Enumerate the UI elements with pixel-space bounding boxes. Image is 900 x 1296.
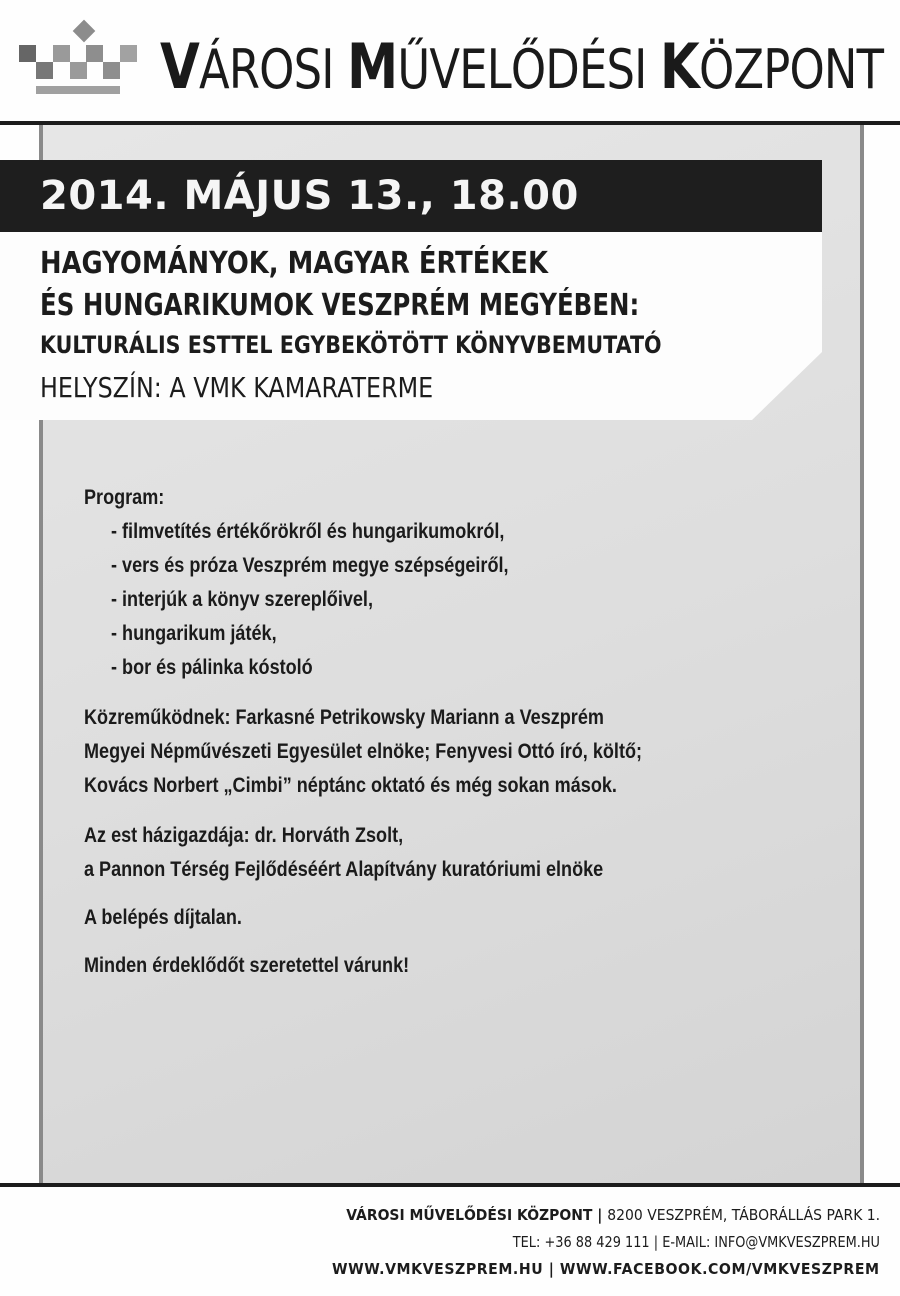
- welcome-note: Minden érdeklődőt szeretettel várunk!: [84, 954, 410, 977]
- contributors-line: Megyei Népművészeti Egyesület elnöke; Fenyvesi Ottó író, költő;: [84, 740, 643, 763]
- separator: |: [592, 1206, 608, 1224]
- program-heading: Program:: [84, 486, 165, 509]
- logo-square: [103, 62, 120, 79]
- logo-square: [36, 62, 53, 79]
- footer-facebook-link[interactable]: WWW.FACEBOOK.COM/VMKVESZPREM: [560, 1260, 880, 1278]
- program-item: - filmvetítés értékőrökről és hungarikumokról,: [111, 520, 505, 543]
- footer-email[interactable]: E-MAIL: INFO@VMKVESZPREM.HU: [662, 1233, 880, 1251]
- footer-web-line: [332, 1259, 880, 1279]
- footer-address: 8200 VESZPRÉM, TÁBORÁLLÁS PARK 1.: [607, 1206, 880, 1224]
- host-line: Az est házigazdája: dr. Horváth Zsolt,: [84, 824, 404, 847]
- crown-of-squares-logo: [19, 21, 137, 95]
- title-initial: V: [160, 30, 199, 103]
- title-word: ÖZPONT: [698, 38, 884, 101]
- title-word: ÁROSI: [198, 38, 348, 101]
- logo-diamond: [73, 20, 96, 43]
- program-item: - bor és pálinka kóstoló: [111, 656, 313, 679]
- logo-square: [120, 45, 137, 62]
- program-item: - interjúk a könyv szereplőivel,: [111, 588, 373, 611]
- logo-square: [70, 62, 87, 79]
- title-initial: M: [347, 30, 398, 103]
- logo-bar: [36, 86, 120, 94]
- contributors-line: Kovács Norbert „Cimbi” néptánc oktató és még sokan mások.: [84, 774, 617, 797]
- logo-square: [19, 45, 36, 62]
- event-subtitle: KULTURÁLIS ESTTEL EGYBEKÖTÖTT KÖNYVBEMUTATÓ: [40, 331, 662, 359]
- logo-square: [86, 45, 103, 62]
- contributors-line: Közreműködnek: Farkasné Petrikowsky Mariann a Veszprém: [84, 706, 604, 729]
- program-item: - vers és próza Veszprém megye szépségeiről,: [111, 554, 509, 577]
- organization-title: [160, 30, 884, 103]
- event-venue: HELYSZÍN: A VMK KAMARATERME: [40, 371, 434, 404]
- program-item: - hungarikum játék,: [111, 622, 277, 645]
- footer-contact-line: [513, 1232, 880, 1252]
- event-title-line-2: ÉS HUNGARIKUMOK VESZPRÉM MEGYÉBEN:: [40, 288, 640, 323]
- event-date: 2014. MÁJUS 13., 18.00: [40, 173, 579, 219]
- title-initial: K: [659, 30, 699, 103]
- footer-address-line: [346, 1205, 880, 1225]
- footer-divider: [0, 1183, 900, 1187]
- entry-note: A belépés díjtalan.: [84, 906, 242, 929]
- event-title-line-1: HAGYOMÁNYOK, MAGYAR ÉRTÉKEK: [40, 246, 549, 281]
- host-line: a Pannon Térség Fejlődéséért Alapítvány kuratóriumi elnöke: [84, 858, 604, 881]
- separator: |: [543, 1260, 561, 1278]
- footer-tel: TEL: +36 88 429 111: [512, 1233, 650, 1251]
- title-word: ŰVELŐDÉSI: [397, 38, 660, 101]
- separator: |: [649, 1233, 663, 1251]
- footer-org-name: VÁROSI MŰVELŐDÉSI KÖZPONT: [346, 1206, 593, 1224]
- footer-website-link[interactable]: WWW.VMKVESZPREM.HU: [332, 1260, 544, 1278]
- logo-square: [53, 45, 70, 62]
